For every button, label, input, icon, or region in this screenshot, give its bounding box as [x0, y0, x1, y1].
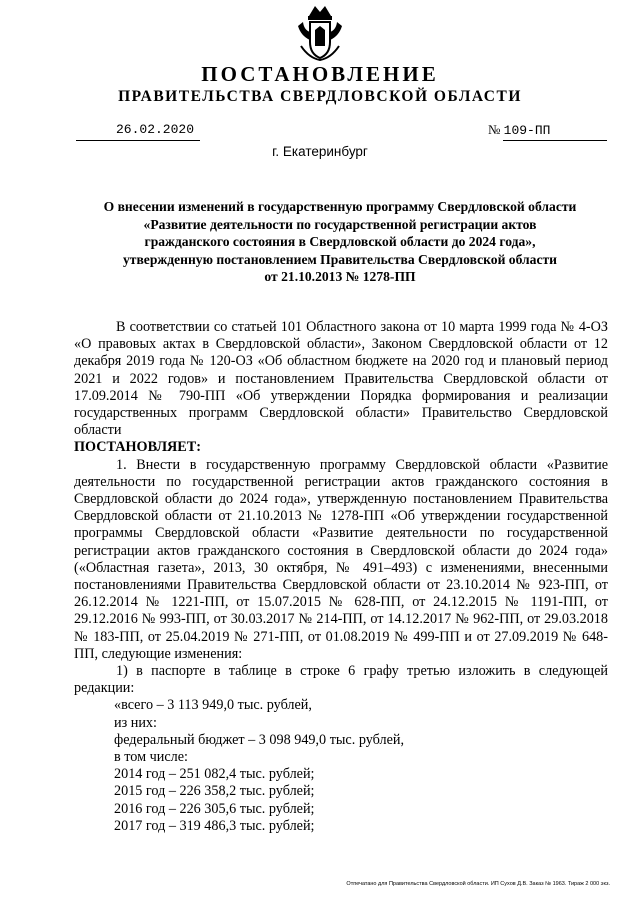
title-line: О внесении изменений в государственную программу Свердловской области [103, 199, 577, 214]
list-item: 2015 год – 226 358,2 тыс. рублей; [114, 783, 315, 800]
document-title [60, 198, 620, 286]
title-line: утвержденную постановлением Правительства Свердловской области [122, 251, 558, 267]
issuer-heading: ПРАВИТЕЛЬСТВА СВЕРДЛОВСКОЙ ОБЛАСТИ [118, 88, 522, 105]
city-line: г. Екатеринбург [272, 144, 368, 159]
title-line: «Развитие деятельности по государственной регистрации актов [143, 216, 537, 232]
document-number-block [488, 122, 550, 138]
document-number: 109-ПП [503, 123, 551, 138]
title-line: от 21.10.2013 № 1278-ПП [264, 269, 416, 285]
list-item: 2016 год – 226 305,6 тыс. рублей; [114, 800, 315, 817]
date-underline [76, 140, 200, 141]
list-item: «всего – 3 113 949,0 тыс. рублей, [114, 697, 312, 714]
subitem-1-paragraph: 1) в паспорте в таблице в строке 6 графу третью изложить в следующей редакции: [74, 663, 608, 697]
title-line: гражданского состояния в Свердловской области до 2024 года», [144, 234, 536, 250]
document-date: 26.02.2020 [116, 122, 195, 137]
list-item: 2014 год – 251 082,4 тыс. рублей; [114, 766, 315, 783]
preamble-paragraph: В соответствии со статьей 101 Областного закона от 10 марта 1999 года № 4-ОЗ «О правовых актах в Свердловской области», Законом Свердловской области от 12 декабря 2019 года № 120-ОЗ «Об областном бюджете на 2020 год и плановый период 2021 и 2022 годов» и постановлением Правительства Свердловской области от 17.09.2014 № 790-ПП «Об утверждении Порядка формирования и реализации государственных программ Свердловской области» Правительство Свердловской области [74, 319, 608, 439]
number-underline [503, 140, 607, 141]
list-item: из них: [114, 714, 157, 731]
list-item: федеральный бюджет – 3 098 949,0 тыс. рублей, [114, 731, 405, 748]
item-1-paragraph: 1. Внести в государственную программу Свердловской области «Развитие деятельности по государственной регистрации актов гражданского состояния в Свердловской области до 2024 года», утвержденную постановлением Правительства Свердловской области от 21.10.2013 № 1278-ПП «Об утверждении государственной программы Свердловской области «Развитие деятельности по государственной регистрации актов гражданского состояния в Свердловской области до 2024 года» («Областная газета», 2013, 30 октября, № 491–493) с изменениями, внесенными постановлениями Правительства Свердловской области от 23.10.2014 № 923-ПП, от 26.12.2014 № 1221-ПП, от 15.07.2015 № 628-ПП, от 24.12.2015 № 1191-ПП, от 29.12.2016 № 993-ПП, от 30.03.2017 № 214-ПП, от 14.12.2017 № 962-ПП, от 29.03.2018 № 183-ПП, от 25.04.2019 № 271-ПП, от 01.08.2019 № 499-ПП и от 27.09.2019 № 648-ПП, следующие изменения: [74, 456, 608, 662]
print-imprint: Отпечатано для Правительства Свердловской области. ИП Сухов Д.В. Заказ № 1963. Тираж 2 000 экз. [346, 881, 610, 887]
document-type-heading: ПОСТАНОВЛЕНИЕ [201, 62, 439, 86]
coat-of-arms-icon [295, 2, 345, 62]
list-item: в том числе: [114, 749, 188, 766]
list-item: 2017 год – 319 486,3 тыс. рублей; [114, 817, 315, 834]
funding-list [74, 697, 608, 835]
number-sign: № [488, 122, 501, 137]
document-body [74, 319, 608, 835]
decree-word: ПОСТАНОВЛЯЕТ: [74, 439, 201, 456]
